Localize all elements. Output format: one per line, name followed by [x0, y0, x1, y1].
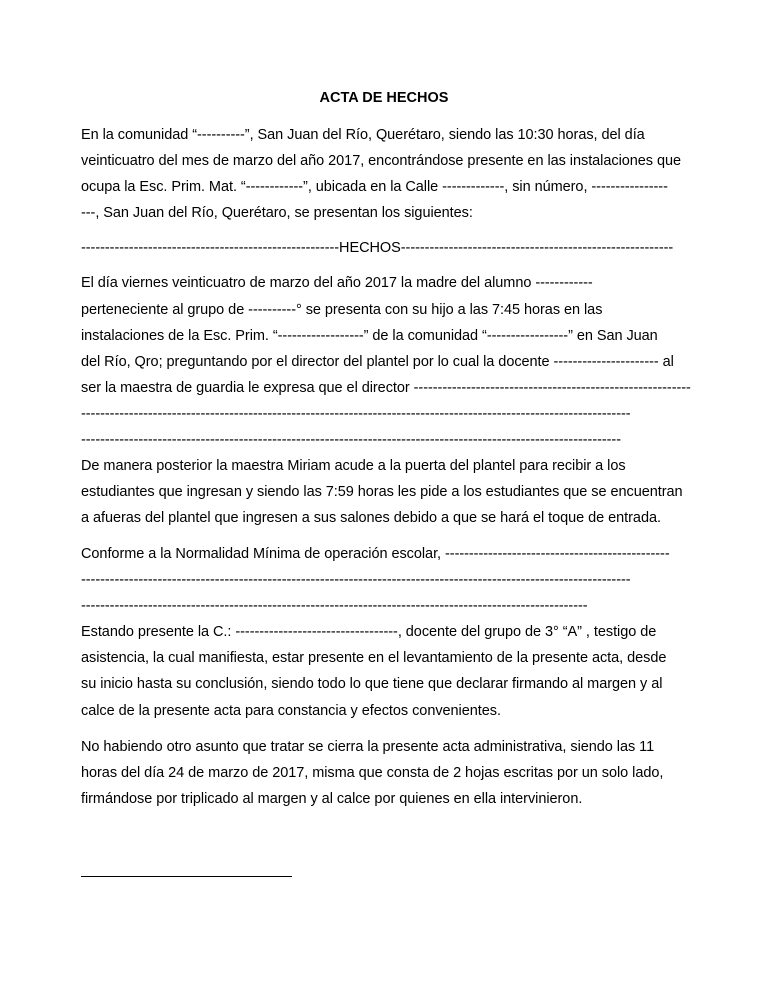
text-line: ------------------------------------------------------------------------------------------------------------------- — [81, 406, 631, 422]
text-line: El día viernes veinticuatro de marzo del año 2017 la madre del alumno ------------ — [81, 275, 593, 291]
text-line: asistencia, la cual manifiesta, estar presente en el levantamiento de la presente acta, desde — [81, 650, 667, 666]
text-line: horas del día 24 de marzo de 2017, misma que consta de 2 hojas escritas por un solo lado, — [81, 765, 664, 781]
text-line: Estando presente la C.: ----------------------------------, docente del grupo de 3° “A” , testigo de — [81, 624, 657, 640]
text-line: veinticuatro del mes de marzo del año 2017, encontrándose presente en las instalaciones que — [81, 153, 682, 169]
text-line: No habiendo otro asunto que tratar se cierra la presente acta administrativa, siendo las 11 — [81, 739, 655, 755]
text-line: ---, San Juan del Río, Querétaro, se presentan los siguientes: — [81, 205, 473, 221]
text-line: ----------------------------------------------------------------------------------------------------------------- — [81, 432, 621, 448]
text-line: ser la maestra de guardia le expresa que el director ---------------------------------------------------------- — [81, 380, 691, 396]
text-line: del Río, Qro; preguntando por el director del plantel por lo cual la docente ---------------------- al — [81, 354, 674, 370]
text-line: ---------------------------------------------------------------------------------------------------------- — [81, 598, 588, 614]
text-line: perteneciente al grupo de ----------° se presenta con su hijo a las 7:45 horas en las — [81, 302, 603, 318]
signature-line — [81, 876, 292, 877]
text-line: ocupa la Esc. Prim. Mat. “------------”, ubicada en la Calle -------------, sin número, ---------------- — [81, 179, 668, 195]
text-line: instalaciones de la Esc. Prim. “------------------” de la comunidad “-----------------” en San Juan — [81, 328, 658, 344]
text-line: su inicio hasta su conclusión, siendo todo lo que tiene que declarar firmando al margen y al — [81, 676, 663, 692]
text-line: En la comunidad “----------”, San Juan del Río, Querétaro, siendo las 10:30 horas, del día — [81, 127, 645, 143]
hechos-heading: ------------------------------------------------------HECHOS--------------------------------------------------------- — [81, 240, 674, 256]
text-line: estudiantes que ingresan y siendo las 7:59 horas les pide a los estudiantes que se encuentran — [81, 484, 683, 500]
text-line: De manera posterior la maestra Miriam acude a la puerta del plantel para recibir a los — [81, 458, 626, 474]
text-line: ------------------------------------------------------------------------------------------------------------------- — [81, 572, 631, 588]
text-line: a afueras del plantel que ingresen a sus salones debido a que se hará el toque de entrada. — [81, 510, 661, 526]
document-title: ACTA DE HECHOS — [319, 90, 449, 106]
text-line: Conforme a la Normalidad Mínima de operación escolar, ----------------------------------------------- — [81, 546, 670, 562]
text-line: calce de la presente acta para constancia y efectos convenientes. — [81, 703, 501, 719]
text-line: firmándose por triplicado al margen y al calce por quienes en ella intervinieron. — [81, 791, 583, 807]
